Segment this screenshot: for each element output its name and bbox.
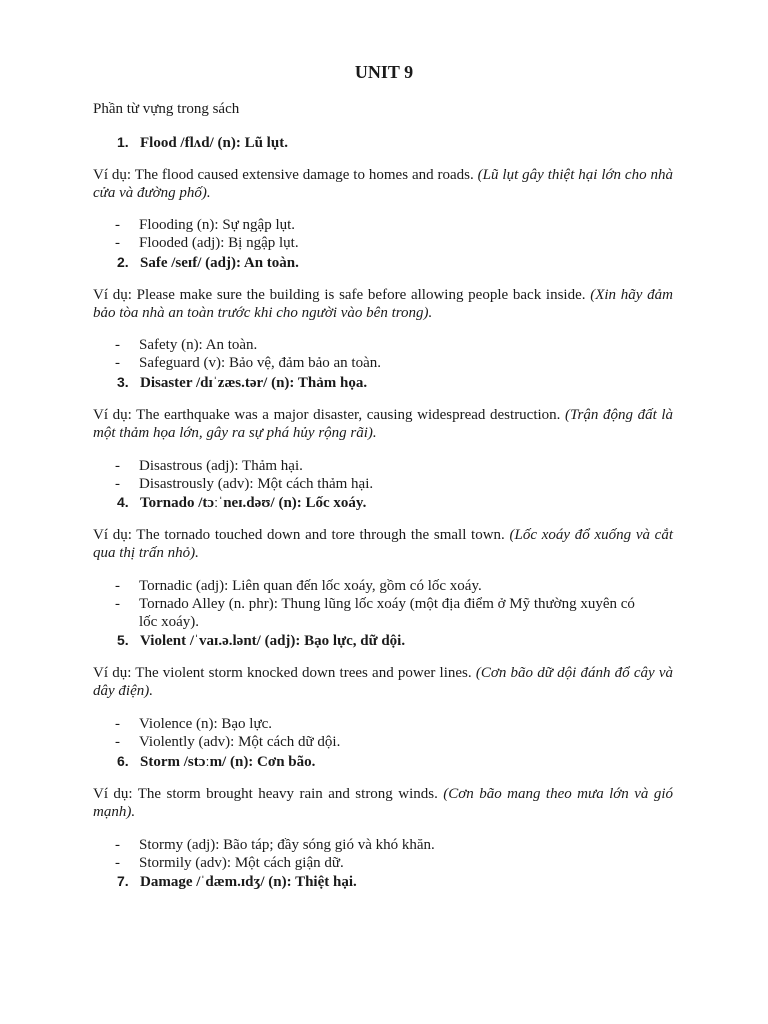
entry-example	[93, 166, 673, 202]
text-span: Tornado Alley (n. phr): Thung lũng lốc xoáy (một địa điểm ở Mỹ thường xuyên có lốc xoáy).	[139, 596, 635, 630]
entry-heading	[93, 373, 367, 392]
text-span: 2.	[117, 254, 129, 270]
text-span: Disastrously (adv): Một cách thảm hại.	[139, 476, 374, 492]
text-span: Safeguard (v): Bảo vệ, đảm bảo an toàn.	[139, 355, 381, 371]
text-span: 1.	[117, 134, 129, 150]
entry-derivatives	[93, 836, 653, 872]
example-vi: (Lốc xoáy đổ xuống và cắt qua thị trấn nhỏ).	[93, 527, 674, 561]
text-span: Violence (n): Bạo lực.	[139, 716, 273, 732]
example-vi: (Trận động đất là một thảm họa lớn, gây ra sự phá hủy rộng rãi).	[93, 407, 674, 441]
list-item: - Stormily (adv): Một cách giận dữ.	[115, 855, 344, 871]
page-title: UNIT 9	[354, 62, 414, 82]
entry-heading	[93, 872, 357, 891]
intro-text: Phần từ vựng trong sách	[93, 101, 240, 117]
text-span: Damage /ˈdæm.ɪdʒ/ (n): Thiệt hại.	[140, 874, 357, 890]
text-span: Flooding (n): Sự ngập lụt.	[139, 217, 296, 233]
list-item: - Violence (n): Bạo lực.	[115, 716, 273, 732]
list-item: - Flooded (adj): Bị ngập lụt.	[115, 235, 299, 251]
list-item: - Safeguard (v): Bảo vệ, đảm bảo an toàn.	[115, 355, 381, 371]
text-span: Tornadic (adj): Liên quan đến lốc xoáy, gồm có lốc xoáy.	[139, 578, 482, 594]
example-vi: (Xin hãy đảm bảo tòa nhà an toàn trước khi cho người vào bên trong).	[93, 287, 673, 321]
text-span: Storm /stɔːm/ (n): Cơn bão.	[140, 754, 316, 770]
example-vi: (Cơn bão mang theo mưa lớn và gió mạnh).	[93, 786, 673, 820]
entry-example	[93, 406, 673, 442]
entry-heading	[93, 493, 366, 512]
example-en: Ví dụ: The violent storm knocked down trees and power lines.	[93, 665, 472, 681]
entry-derivatives	[93, 577, 653, 631]
entry-example	[93, 286, 673, 322]
text-span: 7.	[117, 873, 129, 889]
text-span: Stormy (adj): Bão táp; đầy sóng gió và khó khăn.	[139, 837, 435, 853]
entry-heading	[93, 752, 315, 771]
text-span: Disastrous (adj): Thảm hại.	[139, 458, 303, 474]
text-span: Tornado /tɔːˈneɪ.dəʊ/ (n): Lốc xoáy.	[140, 495, 367, 511]
entry-heading	[93, 133, 288, 152]
text-span: 3.	[117, 374, 129, 390]
entry-example	[93, 664, 673, 700]
text-span: Stormily (adv): Một cách giận dữ.	[139, 855, 344, 871]
entry-heading	[93, 253, 299, 272]
entry-example	[93, 526, 673, 562]
list-item: - Tornadic (adj): Liên quan đến lốc xoáy, gồm có lốc xoáy.	[115, 578, 482, 594]
list-item: - Stormy (adj): Bão táp; đầy sóng gió và khó khăn.	[115, 837, 435, 853]
example-en: Ví dụ: The flood caused extensive damage to homes and roads.	[93, 167, 474, 183]
text-span: 6.	[117, 753, 129, 769]
list-item: - Tornado Alley (n. phr): Thung lũng lốc xoáy (một địa điểm ở Mỹ thường xuyên có lốc xoáy).	[115, 596, 635, 630]
list-item: - Safety (n): An toàn.	[115, 337, 258, 353]
list-item: - Disastrously (adv): Một cách thảm hại.	[115, 476, 374, 492]
entry-derivatives	[93, 216, 653, 252]
example-en: Ví dụ: The earthquake was a major disaster, causing widespread destruction.	[93, 407, 561, 423]
example-vi: (Lũ lụt gây thiệt hại lớn cho nhà cửa và đường phố).	[93, 167, 673, 201]
example-vi: (Cơn bão dữ dội đánh đổ cây và dây điện).	[93, 665, 674, 699]
entry-derivatives	[93, 336, 653, 372]
entry-derivatives	[93, 715, 653, 751]
entry-heading	[93, 631, 405, 650]
list-item: - Violently (adv): Một cách dữ dội.	[115, 734, 341, 750]
example-en: Ví dụ: Please make sure the building is safe before allowing people back inside.	[93, 287, 586, 303]
text-span: Violently (adv): Một cách dữ dội.	[139, 734, 341, 750]
list-item: - Flooding (n): Sự ngập lụt.	[115, 217, 296, 233]
text-span: 4.	[117, 494, 129, 510]
example-en: Ví dụ: The tornado touched down and tore through the small town.	[93, 527, 505, 543]
text-span: 5.	[117, 632, 129, 648]
text-span: Safety (n): An toàn.	[139, 337, 258, 353]
list-item: - Disastrous (adj): Thảm hại.	[115, 458, 303, 474]
entry-derivatives	[93, 457, 653, 493]
text-span: Disaster /dɪˈzæs.tər/ (n): Thảm họa.	[140, 375, 368, 391]
text-span: Violent /ˈvaɪ.ə.lənt/ (adj): Bạo lực, dữ dội.	[140, 633, 406, 649]
example-en: Ví dụ: The storm brought heavy rain and strong winds.	[93, 786, 438, 802]
text-span: Safe /seɪf/ (adj): An toàn.	[140, 255, 299, 271]
text-span: Flood /flʌd/ (n): Lũ lụt.	[140, 135, 288, 151]
entry-example	[93, 785, 673, 821]
text-span: Flooded (adj): Bị ngập lụt.	[139, 235, 299, 251]
